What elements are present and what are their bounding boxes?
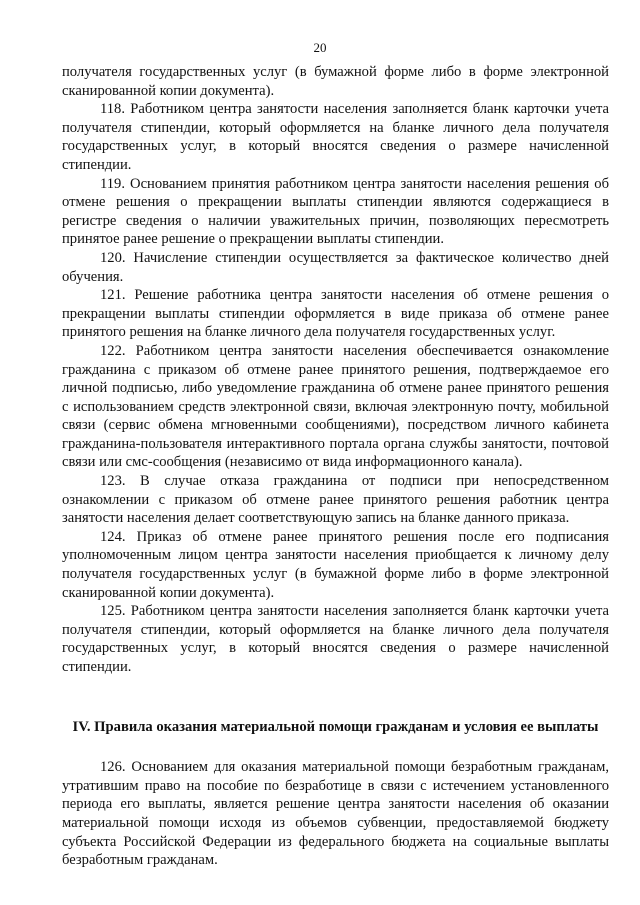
paragraph-122: 122. Работником центра занятости населения обеспечивается ознакомление гражданина с приказом об отмене ранее принятого решения, подтверждаемое его личной подписью, либо уведомление гражданина об отмене ранее принятого решения с использованием средств электронной связи, включая электронную почту, мобильной связи (сервис обмена мгновенными сообщениями), посредством личного кабинета гражданина-пользователя интерактивного портала органа службы занятости, почтовой связи или смс-сообщения (независимо от вида информационного канала). [62,342,609,471]
paragraph-120: 120. Начисление стипендии осуществляется за фактическое количество дней обучения. [62,249,609,285]
paragraph-119: 119. Основанием принятия работником центра занятости населения решения об отмене решения о прекращении выплаты стипендии являются содержащиеся в регистре сведения о наличии уважительных причин, позволяющих пересмотреть принятое ранее решение о прекращении выплаты стипендии. [62,175,609,248]
paragraph-continuation: получателя государственных услуг (в бумажной форме либо в форме электронной сканированной копии документа). [62,64,609,99]
section-heading: IV. Правила оказания материальной помощи гражданам и условия ее выплаты [72,718,599,735]
paragraph-124: 124. Приказ об отмене ранее принятого решения после его подписания уполномоченным лицом центра занятости населения приобщается к личному делу получателя государственных услуг (в бумажной форме либо в форме электронной сканированной копии документа). [62,528,609,601]
paragraph-123: 123. В случае отказа гражданина от подписи при непосредственном ознакомлении с приказом об отмене ранее принятого решения работник центра занятости населения делает соответствующую запись на бланке данного приказа. [62,473,609,527]
document-body [62,63,609,870]
paragraph-118: 118. Работником центра занятости населения заполняется бланк карточки учета получателя стипендии, который оформляется на бланке личного дела получателя государственных услуг, в который вносятся сведения о размере начисленной стипендии. [62,101,609,173]
paragraph-126: 126. Основанием для оказания материальной помощи безработным гражданам, утратившим право на пособие по безработице в связи с истечением установленного периода его выплаты, является решение центра занятости населения об оказании материальной помощи исходя из объемов субвенции, предоставляемой бюджету субъекта Российской Федерации из федерального бюджета на социальные выплаты безработным гражданам. [62,759,609,869]
page-number: 20 [313,40,327,55]
paragraph-125: 125. Работником центра занятости населения заполняется бланк карточки учета получателя стипендии, который оформляется на бланке личного дела получателя государственных услуг, в который вносятся сведения о размере начисленной стипендии. [62,603,609,675]
paragraph-121: 121. Решение работника центра занятости населения об отмене решения о прекращении выплаты стипендии оформляется в виде приказа об отмене ранее принятого решения на бланке личного дела получателя государственных услуг. [62,287,609,341]
